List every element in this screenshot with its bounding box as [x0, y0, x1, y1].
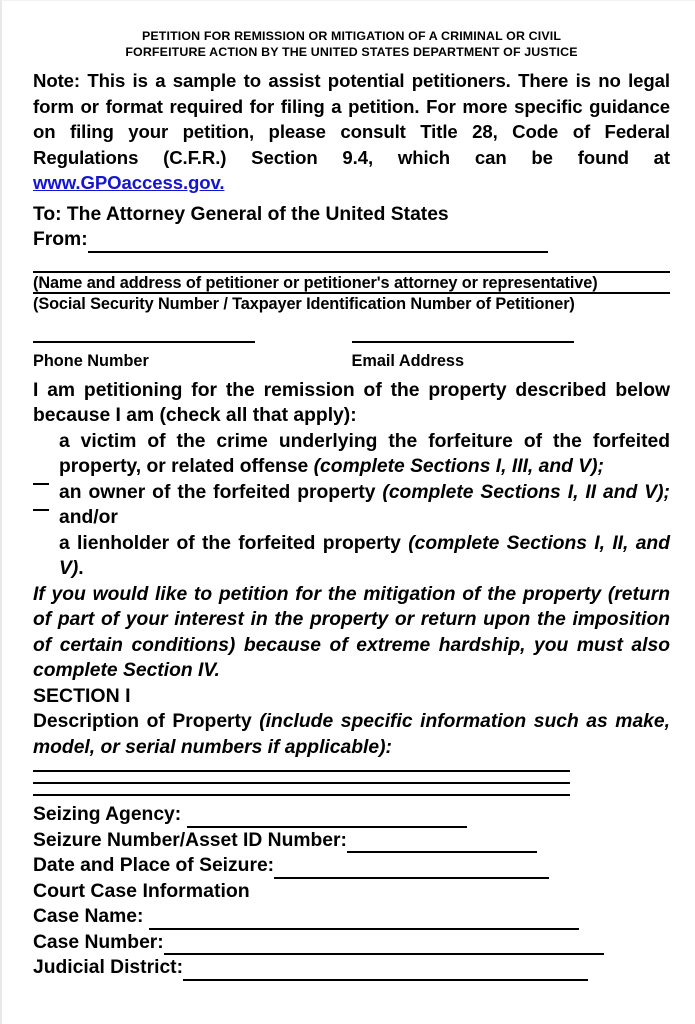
seizure-number-label: Seizure Number/Asset ID Number: — [33, 829, 347, 851]
date-place-fill-line[interactable] — [274, 857, 549, 879]
document-title-line-1: PETITION FOR REMISSION OR MITIGATION OF A CRIMINAL OR CIVIL — [141, 29, 562, 43]
seizing-agency-fill-line[interactable] — [187, 806, 467, 828]
contact-lines-row — [33, 341, 670, 372]
court-case-heading: Court Case Information — [33, 879, 250, 902]
option-row-lienholder — [33, 531, 670, 582]
option-owner-suffix: and/or — [59, 507, 118, 529]
property-description-label — [33, 709, 670, 760]
date-place-row — [33, 853, 670, 879]
phone-column — [33, 341, 352, 372]
judicial-district-label: Judicial District: — [33, 957, 184, 979]
case-name-fill-line[interactable] — [149, 908, 579, 930]
gpoaccess-link[interactable]: www.GPOaccess.gov. — [33, 172, 225, 194]
option-row-victim — [33, 429, 670, 480]
option-row-owner — [33, 480, 670, 531]
seizing-agency-label: Seizing Agency: — [33, 804, 187, 826]
option-lienholder-suffix: . — [78, 558, 84, 580]
option-lienholder-italic: (complete Sections I, II, and V) — [59, 532, 670, 580]
from-fill-line[interactable] — [88, 231, 548, 253]
seizing-agency-row — [33, 802, 670, 828]
ssn-caption: (Social Security Number / Taxpayer Identification Number of Petitioner) — [33, 294, 575, 313]
document-title — [33, 28, 670, 60]
option-owner-plain: an owner of the forfeited property — [59, 481, 383, 503]
property-description-plain: Description of Property — [33, 711, 260, 733]
petition-intro: I am petitioning for the remission of the property described below because I am (check all that apply): — [33, 379, 670, 427]
from-field-row — [33, 227, 670, 253]
note-text: Note: This is a sample to assist potential petitioners. There is no legal form or format required for filing a petition. For more specific guidance on filing your petition, please consult Title 28, Code of Federal Regulations (C.F.R.) Section 9.4, which can be found at — [33, 70, 670, 168]
option-lienholder-plain: a lienholder of the forfeited property — [59, 532, 409, 554]
option-text-lienholder — [59, 531, 670, 582]
case-name-label: Case Name: — [33, 906, 149, 928]
mitigation-paragraph: If you would like to petition for the mitigation of the property (return of part of your interest in the property or return upon the imposition of certain conditions) because of extreme hardship, you must also complete Section IV. — [33, 583, 670, 682]
case-name-row — [33, 904, 670, 930]
checkbox-owner[interactable] — [33, 509, 49, 511]
property-description-italic: (include specific information such as make, model, or serial numbers if applicable): — [33, 711, 670, 758]
option-text-victim — [59, 429, 670, 480]
seizure-number-row — [33, 828, 670, 854]
case-number-fill-line[interactable] — [164, 933, 604, 955]
document-body — [33, 28, 670, 981]
note-paragraph — [33, 68, 670, 196]
document-title-line-2: FORFEITURE ACTION BY THE UNITED STATES DEPARTMENT OF JUSTICE — [125, 45, 578, 59]
judicial-district-row — [33, 955, 670, 981]
phone-label: Phone Number — [33, 351, 149, 370]
seizure-number-fill-line[interactable] — [347, 831, 537, 853]
date-place-label: Date and Place of Seizure: — [33, 855, 275, 877]
option-text-owner — [59, 480, 670, 531]
from-label: From: — [33, 229, 88, 251]
judicial-district-fill-line[interactable] — [183, 959, 588, 981]
case-number-row — [33, 930, 670, 956]
case-number-label: Case Number: — [33, 931, 164, 953]
addressee-line: To: The Attorney General of the United States — [33, 203, 449, 225]
option-owner-italic: (complete Sections I, II and V); — [382, 481, 670, 503]
option-victim-plain: a victim of the crime underlying the forfeiture of the forfeited property, or related offense — [59, 430, 670, 478]
email-label: Email Address — [351, 351, 465, 370]
option-victim-italic: (complete Sections I, III, and V); — [313, 456, 604, 478]
name-address-caption: (Name and address of petitioner or petitioner's attorney or representative) — [33, 273, 598, 292]
section-one-heading: SECTION I — [33, 684, 131, 707]
email-column — [352, 341, 671, 372]
